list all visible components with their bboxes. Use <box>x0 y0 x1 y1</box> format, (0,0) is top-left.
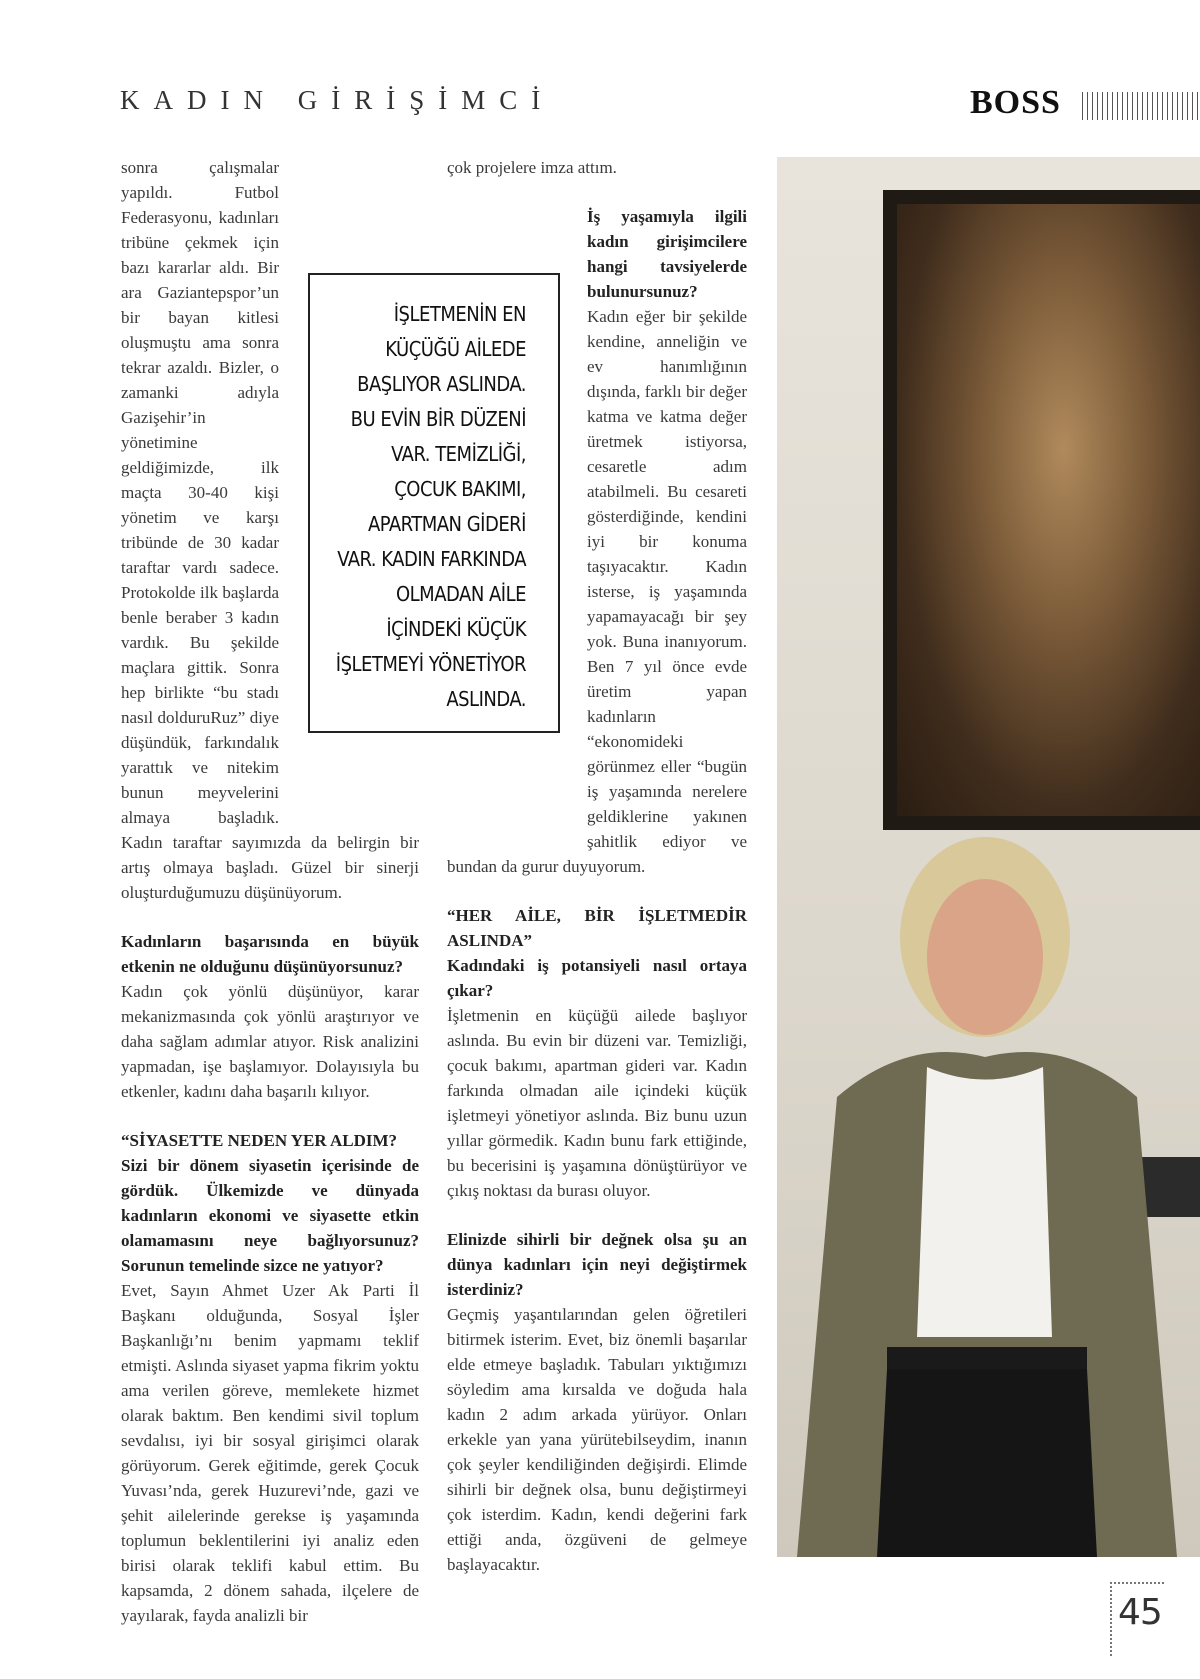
question: Kadınların başarısında en büyük etkenin ne olduğunu düşünüyorsunuz? <box>121 932 419 976</box>
pull-quote-text: İŞLETMENİN EN KÜÇÜĞÜ AİLEDE BAŞLIYOR ASLINDA. BU EVİN BİR DÜZENİ VAR. TEMİZLİĞİ, ÇOCUK BAKIMI, APARTMAN GİDERİ VAR. KADIN FARKINDA OLMADAN AİLE İÇİNDEKİ KÜÇÜK İŞLETMEYİ YÖNETİYOR ASLINDA. <box>335 302 526 711</box>
answer: Evet, Sayın Ahmet Uzer Ak Parti İl Başkanı olduğunda, Sosyal İşler Başkanlığı’nı benim yapmamı teklif etmişti. Aslında siyaset yapma fikrim yoktu ama verilen göreve, memlekete hizmet olarak baktım. Ben kendimi sivil toplum sevdalısı, iyi bir sosyal girişimci olarak görüyorum. Gerek eğitimde, gerek Çocuk Yuvası’nda, gerek Huzurevi’nde, gazi ve şehit ailelerinde gerekse iş yaşamında toplumun beklentilerini iyi analiz eden birisi olarak teklifi kabul ettim. Bu kapsamda, 2 dönem sahada, ilçelere de yayılarak, fayda analizli bir <box>121 1281 419 1625</box>
subheading: “HER AİLE, BİR İŞLETMEDİR ASLINDA” <box>447 906 747 950</box>
section-title: KADIN GİRİŞİMCİ <box>120 85 555 115</box>
logo-barcode-decoration <box>1082 92 1200 120</box>
paragraph: sonra çalışmalar yapıldı. Futbol Federasyonu, kadınları tribüne çekmek için bazı kararlar aldı. Bir ara Gaziantepspor’un bir bayan kitlesi oluşmuştu ama sonra tekrar azaldı. Bizler, o zamanki adıyla Gazişehir’in yönetimine geldiğimizde, ilk maçta 30-40 kişi yönetim ve karşı tribünde de 30 kadar taraftar vardı sadece. Protokolde ilk başlarda benle beraber 3 kadın vardık. Bu şekilde maçlara gittik. Sonra hep birlikte “bu stadı nasıl dolduruRuz” diye düşündük, farkındalık yarattık ve nitekim bunun meyvelerini almaya başladık. Kadın taraftar sayımızda da belirgin bir artış olmaya başladı. Güzel bir sinerji oluşturduğumuzu düşünüyorum. <box>121 158 419 902</box>
question: Kadındaki iş potansiyeli nasıl ortaya çıkar? <box>447 956 747 1000</box>
answer: Kadın eğer bir şekilde kendine, anneliğin ve ev hanımlığının dışında, farklı bir değer katma ve katma değer üretmek istiyorsa, cesaretle adım atabilmeli. Bu cesareti gösterdiğinde, kendini iyi bir konuma taşıyacaktır. Kadın isterse, iş yaşamında yapamayacağı bir şey yok. Buna inanıyorum. Ben 7 yıl önce evde üretim yapan kadınların “ekonomideki görünmez eller “bugün iş yaşamında nerelere geldiklerine yakınen şahitlik ediyor ve bundan da gurur duyuyorum. <box>447 307 747 876</box>
answer: Geçmiş yaşantılarından gelen öğretileri bitirmek isterim. Evet, biz önemli başarılar elde etmeye başladık. Tabuları yıktığımızı söyledim ama kırsalda ve doğuda hala kadın 2 adım arkada yürüyor. Onları erkekle yan yana yürütebilseydim, inanın çok şeyler kendiliğinden değişirdi. Elimde sihirli bir değnek olsa, bunu değiştirmeyi çok isterdim. Kadın, kendi değerini fark ettiği anda, özgüveni de gelmeye başlayacaktır. <box>447 1305 747 1574</box>
portrait-photo <box>777 157 1200 1557</box>
magazine-logo: BOSS <box>970 84 1061 121</box>
question: Elinizde sihirli bir değnek olsa şu an dünya kadınları için neyi değiştirmek isterdiniz? <box>447 1230 747 1299</box>
woman-portrait-icon <box>777 157 1200 1557</box>
question: Sizi bir dönem siyasetin içerisinde de gördük. Ülkemizde ve dünyada kadınların ekonomi ve siyasette etkin olamamasını neye bağlıyorsunuz? Sorunun temelinde sizce ne yatıyor? <box>121 1156 419 1275</box>
answer: Kadın çok yönlü düşünüyor, karar mekanizmasında çok yönlü araştırıyor ve daha sağlam adımlar atıyor. Risk analizini yapmadan, işe başlamıyor. Dolayısıyla bu etkenler, kadını daha başarılı kılıyor. <box>121 982 419 1101</box>
question: İş yaşamıyla ilgili kadın girişimcilere hangi tavsiyelerde bulunursunuz? <box>587 207 747 301</box>
paragraph: çok projelere imza attım. <box>447 158 617 177</box>
subheading: “SİYASETTE NEDEN YER ALDIM? <box>121 1131 398 1150</box>
answer: İşletmenin en küçüğü ailede başlıyor aslında. Bu evin bir düzeni var. Temizliği, çocuk bakımı, apartman gideri var. Kadın farkında olmadan aile içindeki küçük işletmeyi yönetiyor aslında. Biz bunu uzun yıllar görmedik. Kadın bunu fark ettiğinde, bu becerisini iş yaşamına dönüştürüyor ve çıkış noktası da burası oluyor. <box>447 1006 747 1200</box>
page-number: 45 <box>1118 1592 1162 1633</box>
pull-quote-box <box>308 273 560 733</box>
